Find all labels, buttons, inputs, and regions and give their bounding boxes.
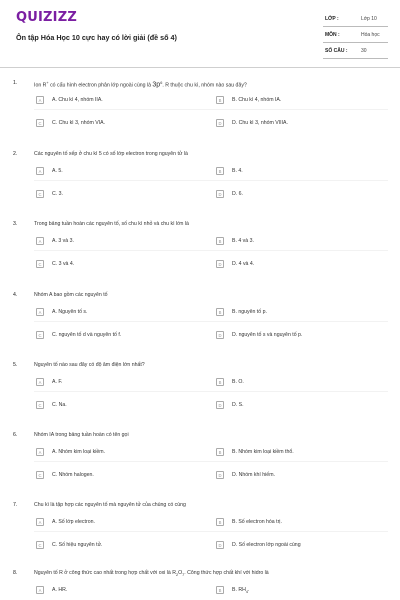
option-letter-box: C	[36, 119, 44, 127]
question-8	[0, 570, 400, 600]
option-text: B. O.	[232, 379, 244, 385]
meta-value: Lớp 10	[361, 16, 377, 22]
option-b[interactable]	[216, 96, 376, 105]
meta-label: SỐ CÂU :	[325, 48, 348, 54]
option-b[interactable]	[216, 586, 376, 595]
meta-count-row	[323, 45, 388, 59]
option-text: D. nguyên tố s và nguyên tố p.	[232, 332, 303, 338]
option-c[interactable]	[36, 260, 196, 269]
option-divider	[34, 180, 388, 181]
option-text: B. Nhóm kim loại kiềm thổ.	[232, 449, 294, 455]
option-letter-box: C	[36, 190, 44, 198]
option-a[interactable]	[36, 167, 196, 176]
option-text: C. 3 và 4.	[52, 261, 75, 267]
option-divider	[34, 461, 388, 462]
option-b[interactable]	[216, 378, 376, 387]
option-letter-box: D	[216, 541, 224, 549]
question-text: Chu kì là tập hợp các nguyên tố mà nguyên tử của chúng có cùng	[34, 502, 186, 508]
question-text: Nhóm A bao gồm các nguyên tố	[34, 292, 108, 298]
quizizz-logo: QUIZIZZ	[16, 10, 77, 25]
option-b[interactable]	[216, 237, 376, 246]
option-letter-box: B	[216, 378, 224, 386]
option-letter-box: C	[36, 260, 44, 268]
option-letter-box: D	[216, 260, 224, 268]
option-text: D. S.	[232, 402, 244, 408]
option-text: D. Chu kì 3, nhóm VIIIA.	[232, 120, 288, 126]
option-text: B. Số electron hóa trị.	[232, 519, 282, 525]
option-text: A. 5.	[52, 168, 63, 174]
option-letter-box: C	[36, 401, 44, 409]
option-a[interactable]	[36, 96, 196, 105]
option-letter-box: B	[216, 308, 224, 316]
option-text: C. nguyên tố d và nguyên tố f.	[52, 332, 122, 338]
option-a[interactable]	[36, 448, 196, 457]
question-2	[0, 151, 400, 221]
page-title: Ôn tập Hóa Học 10 cực hay có lời giải (đề số 4)	[16, 33, 177, 42]
question-3	[0, 221, 400, 291]
question-text: Nguyên tố R ở công thức cao nhất trong hợp chất với oxi là $R_2O_7$. Công thức hợp chất khí với hidro là	[34, 570, 269, 578]
option-a[interactable]	[36, 308, 196, 317]
question-number: 5.	[13, 362, 18, 368]
option-divider	[34, 321, 388, 322]
question-text: Các nguyên tố xếp ở chu kì 5 có số lớp electron trong nguyên tử là	[34, 151, 188, 157]
option-d[interactable]	[216, 541, 376, 550]
option-text: D. Nhóm khí hiếm.	[232, 472, 275, 478]
question-1	[0, 80, 400, 150]
option-c[interactable]	[36, 541, 196, 550]
option-c[interactable]	[36, 190, 196, 199]
option-d[interactable]	[216, 401, 376, 410]
option-letter-box: D	[216, 331, 224, 339]
option-letter-box: B	[216, 167, 224, 175]
meta-value: Hóa học	[361, 32, 380, 38]
question-number: 3.	[13, 221, 18, 227]
option-letter-box: B	[216, 586, 224, 594]
option-letter-box: A	[36, 448, 44, 456]
option-divider	[34, 531, 388, 532]
question-7	[0, 502, 400, 572]
option-b[interactable]	[216, 518, 376, 527]
option-letter-box: C	[36, 541, 44, 549]
question-number: 6.	[13, 432, 18, 438]
option-text: C. Na.	[52, 402, 67, 408]
option-text: B. 4 và 3.	[232, 238, 254, 244]
option-d[interactable]	[216, 190, 376, 199]
option-text: A. 3 và 3.	[52, 238, 74, 244]
question-5	[0, 362, 400, 432]
option-c[interactable]	[36, 331, 196, 340]
meta-label: MÔN :	[325, 32, 340, 38]
option-c[interactable]	[36, 401, 196, 410]
option-letter-box: B	[216, 518, 224, 526]
option-letter-box: C	[36, 331, 44, 339]
option-a[interactable]	[36, 586, 196, 595]
option-text: D. 6.	[232, 191, 243, 197]
option-letter-box: A	[36, 308, 44, 316]
option-text: B. $RH_4$.	[232, 587, 250, 595]
option-text: D. 4 và 4.	[232, 261, 255, 267]
option-b[interactable]	[216, 308, 376, 317]
question-6	[0, 432, 400, 502]
option-d[interactable]	[216, 119, 376, 128]
meta-grade-row	[323, 13, 388, 27]
option-text: C. Nhóm halogen.	[52, 472, 94, 478]
option-d[interactable]	[216, 331, 376, 340]
option-text: B. 4.	[232, 168, 243, 174]
question-text: Nhóm IA trong bảng tuần hoàn có tên gọi	[34, 432, 129, 438]
meta-label: LỚP :	[325, 16, 339, 22]
option-b[interactable]	[216, 167, 376, 176]
question-text: Trong bảng tuần hoàn các nguyên tố, số chu kì nhỏ và chu kì lớn là	[34, 221, 189, 227]
option-text: C. 3.	[52, 191, 63, 197]
question-number: 2.	[13, 151, 18, 157]
option-text: A. HR.	[52, 587, 68, 593]
option-letter-box: C	[36, 471, 44, 479]
option-a[interactable]	[36, 237, 196, 246]
option-text: B. nguyên tố p.	[232, 309, 267, 315]
option-letter-box: A	[36, 96, 44, 104]
option-letter-box: B	[216, 96, 224, 104]
option-text: A. Số lớp electron.	[52, 519, 95, 525]
option-letter-box: A	[36, 378, 44, 386]
option-b[interactable]	[216, 448, 376, 457]
header-divider	[0, 67, 400, 68]
option-letter-box: A	[36, 586, 44, 594]
question-text: Nguyên tố nào sau đây có độ âm điện lớn nhất?	[34, 362, 145, 368]
option-letter-box: A	[36, 167, 44, 175]
option-text: A. F.	[52, 379, 63, 385]
option-c[interactable]	[36, 119, 196, 128]
option-text: A. Nhóm kim loại kiềm.	[52, 449, 106, 455]
option-letter-box: A	[36, 518, 44, 526]
option-text: C. Chu kì 3, nhóm VIA.	[52, 120, 106, 126]
question-text: Ion R+ có cấu hình electron phân lớp ngoài cùng là $3p^6$. R thuộc chu kì, nhóm nào sau đây?	[34, 81, 247, 89]
option-text: A. Nguyên tố s.	[52, 309, 88, 315]
option-text: D. Số electron lớp ngoài cùng	[232, 542, 301, 548]
option-letter-box: A	[36, 237, 44, 245]
option-divider	[34, 109, 388, 110]
meta-subject-row	[323, 29, 388, 43]
option-text: B. Chu kì 4, nhóm IA.	[232, 97, 282, 103]
option-text: A. Chu kì 4, nhóm IIA.	[52, 97, 103, 103]
option-divider	[34, 250, 388, 251]
meta-value: 30	[361, 48, 367, 54]
option-divider	[34, 391, 388, 392]
option-a[interactable]	[36, 518, 196, 527]
option-c[interactable]	[36, 471, 196, 480]
option-letter-box: B	[216, 237, 224, 245]
option-letter-box: B	[216, 448, 224, 456]
option-a[interactable]	[36, 378, 196, 387]
option-letter-box: D	[216, 119, 224, 127]
question-4	[0, 292, 400, 362]
question-number: 1.	[13, 80, 18, 86]
question-number: 4.	[13, 292, 18, 298]
option-letter-box: D	[216, 401, 224, 409]
question-number: 7.	[13, 502, 18, 508]
option-letter-box: D	[216, 471, 224, 479]
option-d[interactable]	[216, 471, 376, 480]
option-letter-box: D	[216, 190, 224, 198]
option-d[interactable]	[216, 260, 376, 269]
quiz-meta	[323, 13, 388, 61]
question-number: 8.	[13, 570, 18, 576]
option-text: C. Số hiệu nguyên tử.	[52, 542, 103, 548]
